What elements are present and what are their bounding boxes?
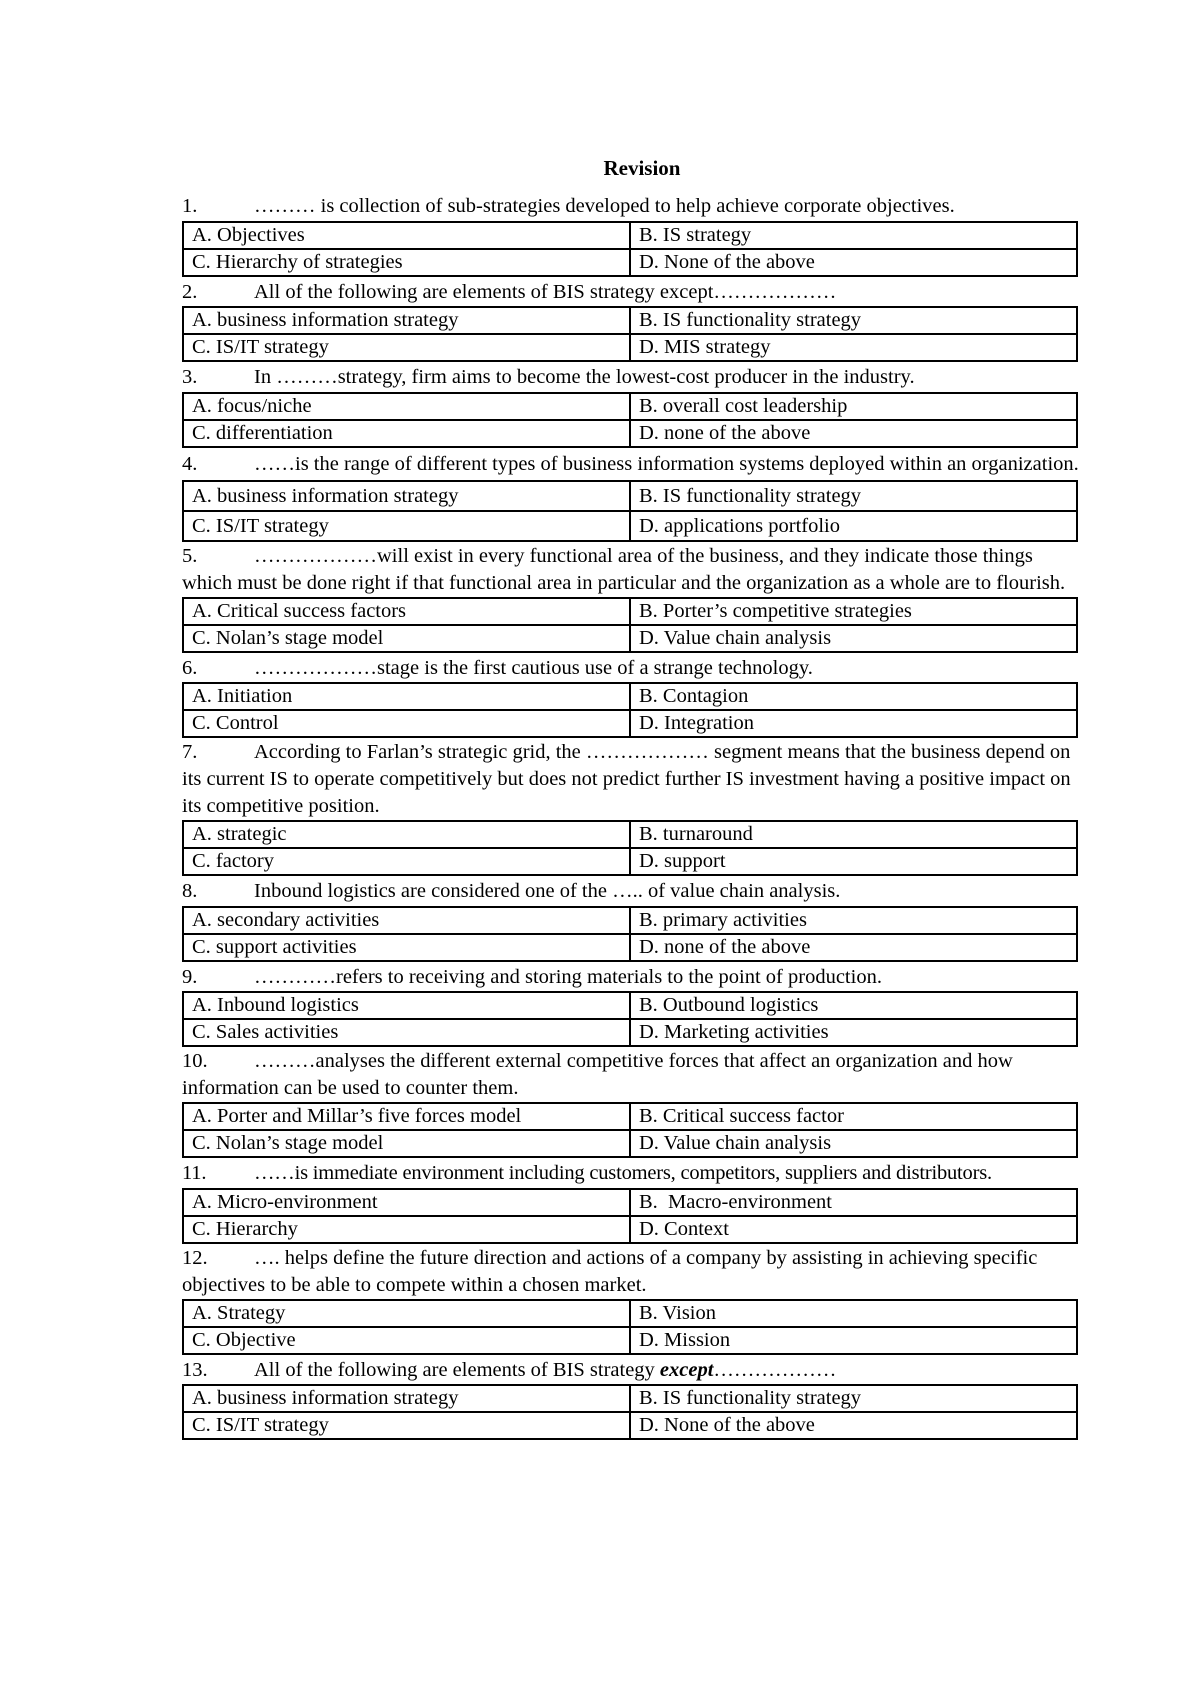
option-d: D. Marketing activities	[630, 1019, 1077, 1046]
option-c: C. Control	[183, 710, 630, 737]
option-b: B. IS functionality strategy	[630, 481, 1077, 511]
options-table-5	[182, 597, 1078, 653]
options-table-3	[182, 392, 1078, 448]
option-a: A. business information strategy	[183, 307, 630, 334]
option-d: D. MIS strategy	[630, 334, 1077, 361]
option-a: A. secondary activities	[183, 907, 630, 934]
question-9	[182, 963, 1082, 992]
question-number: 6.	[182, 656, 198, 679]
question-number: 8.	[182, 880, 198, 902]
question-text: …………refers to receiving and storing materials to the point of production.	[254, 965, 882, 988]
question-text: ………………stage is the first cautious use of a strange technology.	[254, 656, 813, 679]
options-table-9	[182, 991, 1078, 1047]
option-b: B. Outbound logistics	[630, 992, 1077, 1019]
option-d: D. Value chain analysis	[630, 625, 1077, 652]
question-text: …. helps define the future direction and actions of a company by assisting in achieving specific objectives to be able to compete within a chosen market.	[182, 1246, 1038, 1296]
options-table-11	[182, 1188, 1078, 1244]
option-a: A. Strategy	[183, 1300, 630, 1327]
question-text-tail: ………………	[713, 1358, 837, 1381]
option-d: D. None of the above	[630, 1412, 1077, 1439]
option-d: D. Context	[630, 1216, 1077, 1243]
option-a: A. Inbound logistics	[183, 992, 630, 1019]
question-2	[182, 278, 1082, 307]
option-b: B. Macro-environment	[630, 1189, 1077, 1216]
question-4	[182, 449, 1082, 480]
question-emphasis: except	[659, 1358, 714, 1381]
question-number: 4.	[182, 452, 198, 475]
option-d: D. Mission	[630, 1327, 1077, 1354]
option-c: C. factory	[183, 848, 630, 875]
question-10	[182, 1048, 1082, 1102]
question-text: Inbound logistics are considered one of the ….. of value chain analysis.	[254, 880, 841, 902]
question-number: 9.	[182, 965, 198, 988]
question-6	[182, 654, 1082, 683]
option-c: C. IS/IT strategy	[183, 334, 630, 361]
question-7	[182, 739, 1082, 820]
question-12	[182, 1245, 1082, 1299]
question-11	[182, 1159, 1082, 1188]
question-text: According to Farlan’s strategic grid, the ……………… segment means that the business depend on its current IS to operate competitively but does not predict further IS investment having a positive impact on its competitive position.	[182, 741, 1071, 817]
option-b: B. IS functionality strategy	[630, 307, 1077, 334]
question-number: 12.	[182, 1246, 208, 1269]
question-3	[182, 363, 1082, 392]
option-b: B. primary activities	[630, 907, 1077, 934]
option-a: A. Micro-environment	[183, 1189, 630, 1216]
question-text: ……… is collection of sub-strategies developed to help achieve corporate objectives.	[254, 195, 955, 217]
options-table-7	[182, 820, 1078, 876]
option-d: D. Value chain analysis	[630, 1130, 1077, 1157]
option-b: B. turnaround	[630, 821, 1077, 848]
question-number: 2.	[182, 280, 198, 303]
question-number: 10.	[182, 1050, 208, 1072]
option-b: B. IS strategy	[630, 222, 1077, 249]
question-text: ………analyses the different external competitive forces that affect an organization and how information can be used to counter them.	[182, 1050, 1013, 1099]
option-c: C. Nolan’s stage model	[183, 625, 630, 652]
question-text: In ………strategy, firm aims to become the lowest-cost producer in the industry.	[254, 366, 915, 388]
question-number: 1.	[182, 195, 198, 217]
option-a: A. Initiation	[183, 683, 630, 710]
option-d: D. None of the above	[630, 249, 1077, 276]
question-text: ……is immediate environment including customers, competitors, suppliers and distributors.	[254, 1162, 992, 1184]
option-a: A. Porter and Millar’s five forces model	[183, 1103, 630, 1130]
option-c: C. IS/IT strategy	[183, 1412, 630, 1439]
option-b: B. Vision	[630, 1300, 1077, 1327]
question-text: All of the following are elements of BIS strategy	[254, 1358, 660, 1381]
option-c: C. Objective	[183, 1327, 630, 1354]
question-text: All of the following are elements of BIS strategy except………………	[254, 280, 837, 303]
options-table-4	[182, 480, 1078, 542]
options-table-12	[182, 1299, 1078, 1355]
question-5	[182, 543, 1082, 597]
question-13	[182, 1356, 1082, 1385]
options-table-6	[182, 682, 1078, 738]
question-1	[182, 192, 1082, 221]
option-c: C. support activities	[183, 934, 630, 961]
option-b: B. Critical success factor	[630, 1103, 1077, 1130]
document-content	[182, 155, 1082, 1441]
question-number: 7.	[182, 741, 198, 763]
option-c: C. Hierarchy	[183, 1216, 630, 1243]
option-b: B. overall cost leadership	[630, 393, 1077, 420]
options-table-13	[182, 1384, 1078, 1440]
option-d: D. none of the above	[630, 420, 1077, 447]
option-d: D. applications portfolio	[630, 511, 1077, 541]
option-a: A. Critical success factors	[183, 598, 630, 625]
option-c: C. Sales activities	[183, 1019, 630, 1046]
option-a: A. business information strategy	[183, 481, 630, 511]
option-b: B. Porter’s competitive strategies	[630, 598, 1077, 625]
option-c: C. Hierarchy of strategies	[183, 249, 630, 276]
options-table-10	[182, 1102, 1078, 1158]
option-d: D. support	[630, 848, 1077, 875]
option-c: C. Nolan’s stage model	[183, 1130, 630, 1157]
question-text: ………………will exist in every functional area of the business, and they indicate those things which must be done right if that functional area in particular and the organization as a whole are to flourish.	[182, 544, 1066, 594]
options-table-8	[182, 906, 1078, 962]
question-number: 5.	[182, 544, 198, 567]
page-title: Revision	[603, 156, 681, 180]
option-d: D. Integration	[630, 710, 1077, 737]
question-8	[182, 877, 1082, 906]
question-number: 11.	[182, 1162, 207, 1184]
question-number: 13.	[182, 1358, 208, 1381]
option-a: A. Objectives	[183, 222, 630, 249]
option-c: C. differentiation	[183, 420, 630, 447]
option-c: C. IS/IT strategy	[183, 511, 630, 541]
option-a: A. strategic	[183, 821, 630, 848]
option-a: A. focus/niche	[183, 393, 630, 420]
option-b: B. Contagion	[630, 683, 1077, 710]
option-d: D. none of the above	[630, 934, 1077, 961]
option-a: A. business information strategy	[183, 1385, 630, 1412]
question-text: ……is the range of different types of business information systems deployed within an organization.	[254, 452, 1079, 475]
option-b: B. IS functionality strategy	[630, 1385, 1077, 1412]
question-number: 3.	[182, 366, 198, 388]
options-table-1	[182, 221, 1078, 277]
options-table-2	[182, 306, 1078, 362]
